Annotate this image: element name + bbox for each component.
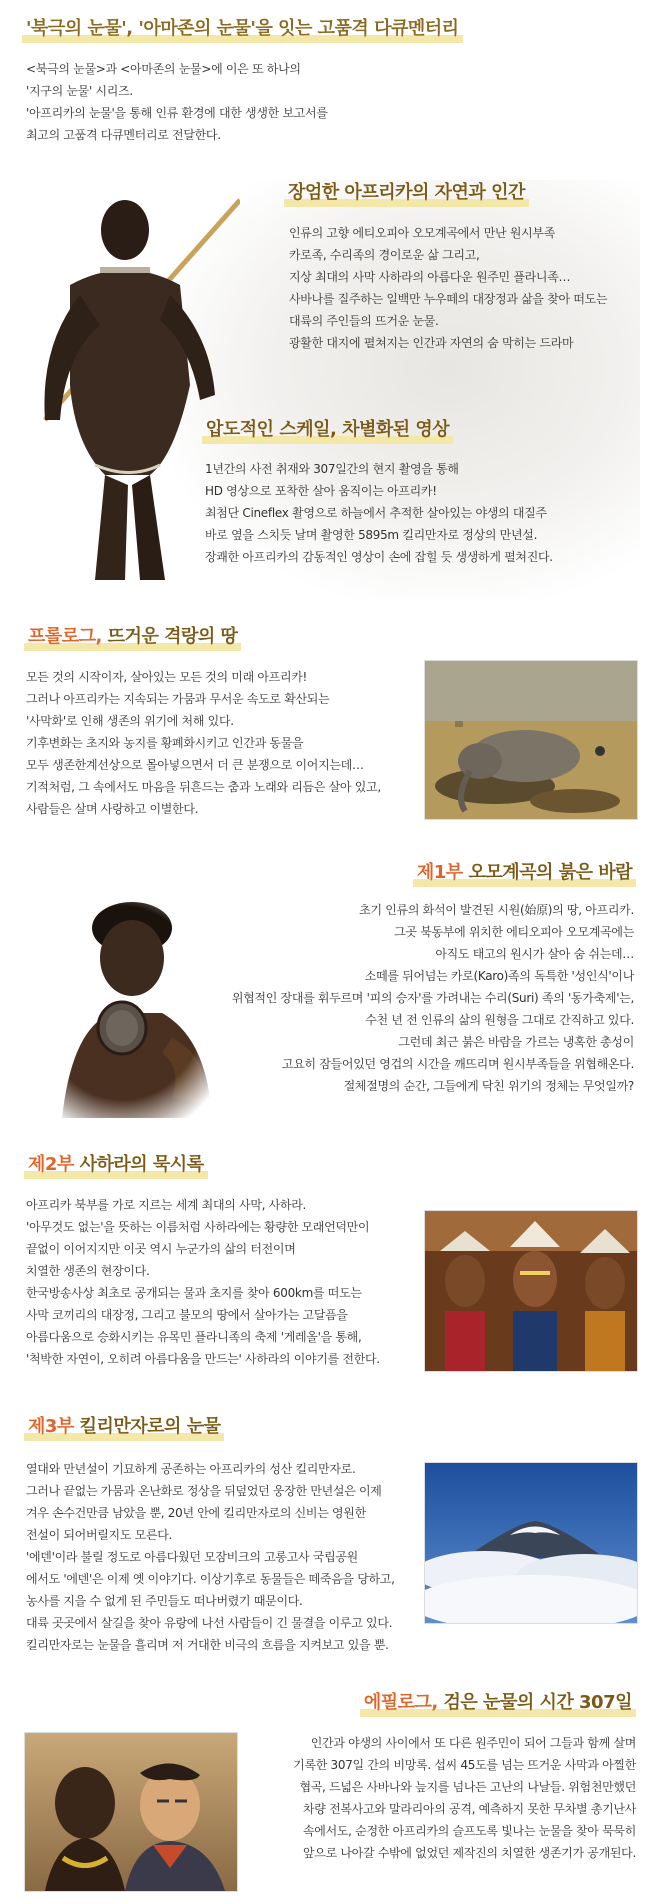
part1-line: 초기 인류의 화석이 발견된 시원(始原)의 땅, 아프리카.	[359, 903, 634, 917]
prologue-line: 그러나 아프리카는 지속되는 가뭄과 무서운 속도로 확산되는	[26, 692, 330, 706]
epilogue-line: 인간과 야생의 사이에서 또 다른 원주민이 되어 그들과 함께 살며	[310, 1736, 636, 1750]
part3-heading	[24, 1412, 224, 1441]
prologue-title: 뜨거운 격랑의 땅	[107, 626, 238, 647]
epilogue-heading	[360, 1688, 636, 1717]
scale-text	[205, 458, 553, 568]
part2-line: 아름다움으로 승화시키는 유목민 플라니족의 축제 '게레올'을 통해,	[26, 1330, 362, 1344]
part1-line: 소떼를 뒤어넘는 카로(Karo)족의 독특한 '성인식'이나	[364, 969, 634, 983]
intro-text	[26, 58, 328, 146]
part3-line: 겨우 손수건만큼 남았을 뿐, 20년 안에 킬리만자로의 신비는 영원한	[26, 1506, 366, 1520]
tribesman-with-spear-image	[0, 195, 240, 580]
part3-line: 킬리만자로는 눈물을 흘리며 저 거대한 비극의 흐름을 지켜보고 있을 뿐.	[26, 1638, 389, 1652]
epilogue-line: 앞으로 나아갈 수밖에 없었던 제작진의 치열한 생존기가 공개된다.	[302, 1846, 636, 1860]
elephant-photo	[424, 660, 638, 820]
prologue-line: 모두 생존한계선상으로 몰아넣으면서 더 큰 분쟁으로 이어지는데…	[26, 758, 364, 772]
prologue-heading	[24, 622, 241, 651]
part3-line: 전설이 되어버릴지도 모른다.	[26, 1528, 173, 1542]
nature-line: 카로족, 수리족의 경이로운 삶 그리고,	[289, 248, 480, 262]
crew-with-local-photo	[24, 1732, 238, 1892]
part1-line: 위협적인 장대를 휘두르며 '피의 승자'를 가려내는 수리(Suri) 족의 '동가축제'는,	[231, 991, 634, 1005]
nature-line: 대륙의 주인들의 뜨거운 눈물.	[289, 314, 439, 328]
part3-line: 농사를 지을 수 없게 된 주민들도 떠나버렸기 때문이다.	[26, 1594, 303, 1608]
scale-line: HD 영상으로 포착한 살아 움직이는 아프리카!	[205, 484, 437, 498]
nature-line: 지상 최대의 사막 사하라의 아름다운 원주민 플라니족…	[289, 270, 571, 284]
part3-section	[24, 1412, 224, 1441]
epilogue-line: 기록한 307일 간의 비망록. 섭씨 45도를 넘는 뜨거운 사막과 아찔한	[293, 1758, 636, 1772]
prologue-section	[24, 622, 241, 651]
scale-section	[202, 415, 453, 444]
part1-line: 수천 년 전 인류의 삶의 원형을 그대로 간직하고 있다.	[365, 1013, 634, 1027]
suri-woman-lip-plate-image	[22, 888, 222, 1118]
prologue-line: 모든 것의 시작이자, 살아있는 모든 것의 미래 아프리카!	[26, 670, 308, 684]
part2-line: 사막 코끼리의 대장정, 그리고 불모의 땅에서 살아가는 고달픔을	[26, 1308, 348, 1322]
epilogue-line: 차량 전복사고와 말라리아의 공격, 예측하지 못한 무차별 총기난사	[302, 1802, 636, 1816]
part3-line: 대륙 곳곳에서 살길을 찾아 유랑에 나선 사람들이 긴 물결을 이루고 있다.	[26, 1616, 393, 1630]
part3-line: '에덴'이라 불릴 정도로 아름다웠던 모잠비크의 고롱고사 국립공원	[26, 1550, 358, 1564]
scale-line: 1년간의 사전 취재와 307일간의 현지 촬영을 통해	[205, 462, 459, 476]
prologue-line: '사막화'로 인해 생존의 위기에 처해 있다.	[26, 714, 234, 728]
part2-line: '척박한 자연이, 오히려 아름다움을 만드는' 사하라의 이야기를 전한다.	[26, 1352, 380, 1366]
scale-line: 최첨단 Cineflex 촬영으로 하늘에서 추적한 살아있는 야생의 대질주	[205, 506, 547, 520]
kilimanjaro-photo	[424, 1462, 638, 1624]
part1-line: 아직도 태고의 원시가 살아 숨 쉬는데…	[435, 947, 634, 961]
part1-part: 제1부	[416, 862, 463, 883]
intro-line: '아프리카의 눈물'을 통해 인류 환경에 대한 생생한 보고서를	[26, 106, 328, 120]
epilogue-line: 속에서도, 순정한 아프리카의 슬프도록 빛나는 눈물을 찾아 묵묵히	[302, 1824, 636, 1838]
part3-text	[26, 1458, 395, 1656]
nature-section	[284, 178, 529, 207]
prologue-line: 기적처럼, 그 속에서도 마음을 뒤흔드는 춤과 노래와 리듬은 살아 있고,	[26, 780, 381, 794]
epilogue-line: 협곡, 드넓은 사바나와 늪지를 넘나든 고난의 나날들. 위험천만했던	[299, 1780, 636, 1794]
head	[101, 200, 149, 260]
nature-line: 인류의 고향 에티오피아 오모계곡에서 만난 원시부족	[289, 226, 555, 240]
intro-title: '북극의 눈물', '아마존의 눈물'을 잇는 고품격 다큐멘터리	[22, 14, 463, 43]
part2-title: 사하라의 묵시록	[79, 1154, 204, 1175]
prologue-line: 기후변화는 초지와 농지를 황폐화시키고 인간과 동물을	[26, 736, 304, 750]
prologue-part: 프롤로그,	[28, 626, 102, 647]
scale-line: 바로 옆을 스치듯 날며 촬영한 5895m 킬리만자로 정상의 만년설.	[205, 528, 538, 542]
part3-line: 그러나 끝없는 가뭄과 온난화로 정상을 뒤덮었던 웅장한 만년설은 이제	[26, 1484, 382, 1498]
nature-line: 광활한 대지에 펼쳐지는 인간과 자연의 숨 막히는 드라마	[289, 336, 574, 350]
part3-part: 제3부	[28, 1416, 74, 1437]
part1-line: 고요히 잠들어있던 영겁의 시간을 깨뜨리며 원시부족들을 위협해온다.	[281, 1057, 634, 1071]
intro-line: <북극의 눈물>과 <아마존의 눈물>에 이은 또 하나의	[26, 62, 301, 76]
part1-title: 오모계곡의 붉은 바람	[468, 862, 632, 883]
part1-line: 절체절명의 순간, 그들에게 닥친 위기의 정체는 무엇일까?	[343, 1079, 634, 1093]
part1-line: 그런데 최근 붉은 바람을 가르는 냉혹한 총성이	[398, 1035, 634, 1049]
part2-section	[24, 1150, 208, 1179]
part3-line: 열대와 만년설이 기묘하게 공존하는 아프리카의 성산 킬리만자로.	[26, 1462, 356, 1476]
nature-text	[289, 222, 607, 354]
intro-line: 최고의 고품격 다큐멘터리로 전달한다.	[26, 128, 221, 142]
part1-line: 그곳 북동부에 위치한 에티오피아 오모계곡에는	[394, 925, 634, 939]
epilogue-text	[293, 1732, 636, 1864]
part2-line: 끝없이 이어지지만 이곳 역시 누군가의 삶의 터전이며	[26, 1242, 296, 1256]
part2-line: 한국방송사상 최초로 공개되는 물과 초지를 찾아 600km를 떠도는	[26, 1286, 362, 1300]
nature-title: 장엄한 아프리카의 자연과 인간	[284, 178, 529, 207]
part2-text	[26, 1194, 380, 1370]
part3-title: 킬리만자로의 눈물	[79, 1416, 221, 1437]
part1-heading	[413, 858, 636, 887]
part2-line: '아무것도 없는'을 뜻하는 이름처럼 사하라에는 황량한 모래언덕만이	[26, 1220, 370, 1234]
nature-line: 사바나를 질주하는 일백만 누우떼의 대장정과 삶을 찾아 떠도는	[289, 292, 608, 306]
part2-line: 치열한 생존의 현장이다.	[26, 1264, 150, 1278]
scale-line: 장쾌한 아프리카의 감동적인 영상이 손에 잡힐 듯 생생하게 펼쳐진다.	[205, 550, 553, 564]
part2-line: 아프리카 북부를 가로 지르는 세계 최대의 사막, 사하라.	[26, 1198, 307, 1212]
epilogue-title: 검은 눈물의 시간 307일	[443, 1692, 632, 1713]
intro-line: '지구의 눈물' 시리즈.	[26, 84, 133, 98]
epilogue-section	[360, 1688, 636, 1717]
scale-title: 압도적인 스케일, 차별화된 영상	[202, 415, 453, 444]
prologue-text	[26, 666, 381, 820]
part3-line: 에서도 '에덴'은 이제 옛 이야기다. 이상기후로 동물들은 떼죽음을 당하고,	[26, 1572, 395, 1586]
intro-section	[22, 14, 463, 43]
part2-part: 제2부	[28, 1154, 74, 1175]
prologue-line: 사람들은 살며 사랑하고 이별한다.	[26, 802, 199, 816]
wodaabe-dancers-photo	[424, 1210, 638, 1372]
part1-section	[413, 858, 636, 887]
part1-text	[232, 899, 634, 1097]
epilogue-part: 에필로그,	[363, 1692, 438, 1713]
part2-heading	[24, 1150, 208, 1179]
